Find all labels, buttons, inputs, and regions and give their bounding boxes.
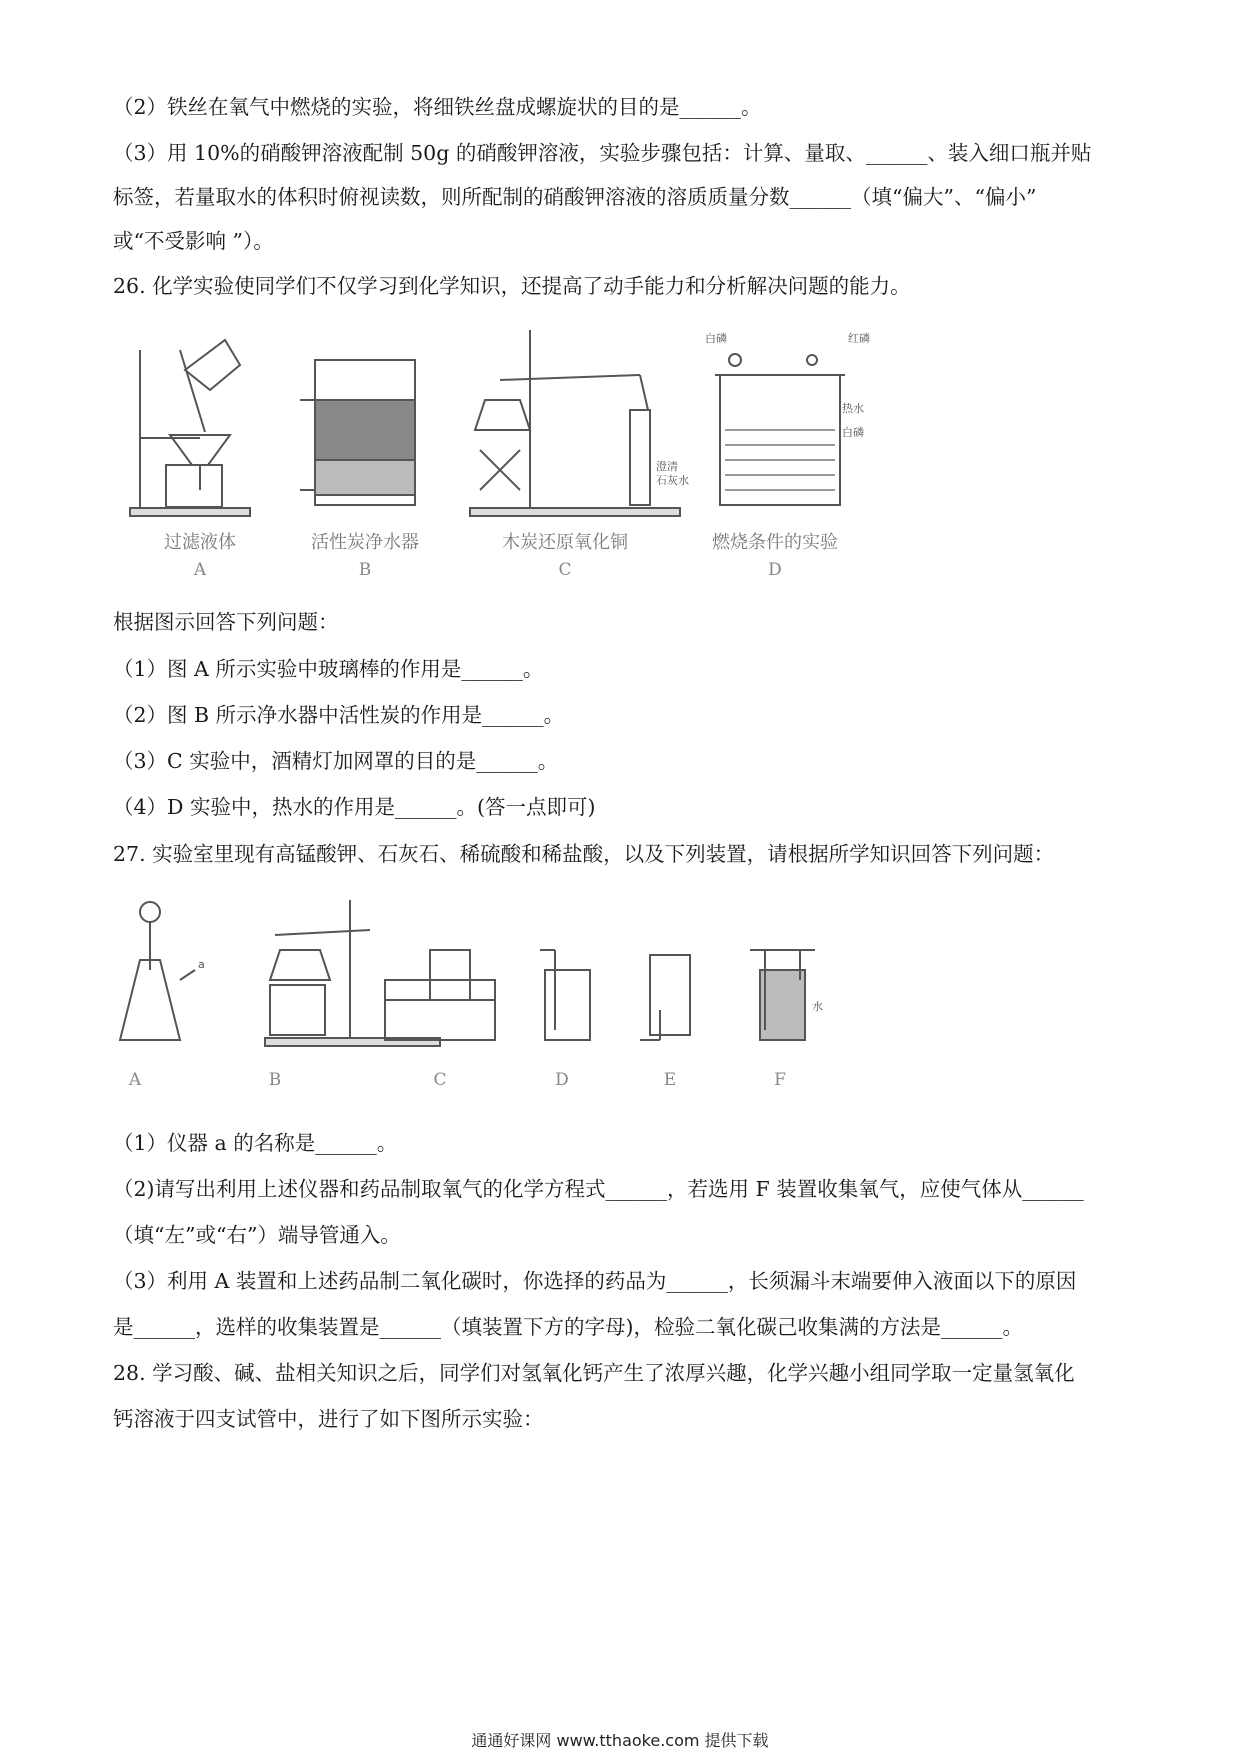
q26-question-3: （3）C 实验中，酒精灯加网罩的目的是______。 (113, 749, 559, 773)
q26-question-2: （2）图 B 所示净水器中活性炭的作用是______。 (113, 703, 565, 727)
page-footer: 通通好课网 www.tthaoke.com 提供下载 (471, 1731, 769, 1750)
filtration-apparatus (130, 340, 250, 516)
label-hot-water: 热水 (842, 402, 864, 415)
q26-question-1: （1）图 A 所示实验中玻璃棒的作用是______。 (113, 657, 544, 681)
q25-part3-line2: 标签，若量取水的体积时俯视读数，则所配制的硝酸钾溶液的溶质质量分数______（填“偏大”、“偏小” (113, 185, 1037, 209)
q27-question-1: （1）仪器 a 的名称是______。 (113, 1131, 398, 1155)
label-red-phosphorus: 红磷 (848, 332, 870, 345)
combustion-conditions-apparatus (715, 354, 845, 505)
caption-d: 燃烧条件的实验 (712, 532, 838, 553)
q28-line1: 28. 学习酸、碱、盐相关知识之后，同学们对氢氧化钙产生了浓厚兴趣，化学兴趣小组同学取一定量氢氧化 (113, 1361, 1075, 1385)
letter-d: D (555, 1070, 569, 1090)
letter-c: C (558, 560, 572, 580)
label-instrument-a: a (198, 958, 205, 971)
apparatus-b-heating (265, 900, 440, 1046)
apparatus-a-flask (120, 902, 195, 1040)
q26-lead: 根据图示回答下列问题： (113, 610, 339, 634)
letter-d: D (768, 560, 782, 580)
label-white-phosphorus-2: 白磷 (842, 426, 864, 439)
label-limewater: 石灰水 (656, 474, 689, 487)
q27-question-3-line1: （3）利用 A 装置和上述药品制二氧化碳时，你选择的药品为______，长须漏斗末端要伸入液面以下的原因 (113, 1269, 1077, 1293)
q25-part3-line3: 或“不受影响 ”）。 (113, 229, 274, 253)
letter-f: F (774, 1070, 786, 1090)
q27-question-2-line2: （填“左”或“右”）端导管通入。 (113, 1223, 401, 1247)
letter-c: C (433, 1070, 447, 1090)
q25-part2: （2）铁丝在氧气中燃烧的实验，将细铁丝盘成螺旋状的目的是______。 (113, 95, 762, 119)
q25-part3-line1: （3）用 10%的硝酸钾溶液配制 50g 的硝酸钾溶液，实验步骤包括：计算、量取、______、装入细口瓶并贴 (113, 141, 1092, 165)
label-water: 水 (812, 1000, 823, 1013)
letter-a: A (193, 560, 207, 580)
caption-c: 木炭还原氧化铜 (502, 532, 628, 553)
label-clear-limewater: 澄清 (656, 460, 678, 473)
q26-question-4: （4）D 实验中，热水的作用是______。(答一点即可) (113, 795, 596, 819)
caption-a: 过滤液体 (164, 532, 236, 553)
q27-question-2-line1: （2)请写出利用上述仪器和药品制取氧气的化学方程式______，若选用 F 装置收集氧气，应使气体从______ (113, 1177, 1084, 1201)
q26-stem: 26. 化学实验使同学们不仅学习到化学知识，还提高了动手能力和分析解决问题的能力。 (113, 274, 911, 298)
q26-figure (100, 320, 980, 590)
letter-a: A (128, 1070, 142, 1090)
charcoal-reduction-apparatus (470, 330, 680, 516)
apparatus-d-bottle (540, 950, 590, 1040)
q27-question-3-line2: 是______，选样的收集装置是______（填装置下方的字母)，检验二氧化碳己收集满的方法是______。 (113, 1315, 1023, 1339)
letter-e: E (663, 1070, 677, 1090)
apparatus-e-bottle (640, 955, 690, 1040)
label-white-phosphorus: 白磷 (705, 332, 727, 345)
letter-b: B (358, 560, 372, 580)
apparatus-f-water-bottle (750, 950, 815, 1040)
letter-b: B (268, 1070, 282, 1090)
q27-apparatus-drawings (100, 890, 980, 1060)
q26-apparatus-drawings (100, 320, 980, 520)
q27-stem: 27. 实验室里现有高锰酸钾、石灰石、稀硫酸和稀盐酸，以及下列装置，请根据所学知识回答下列问题： (113, 842, 1055, 866)
caption-b: 活性炭净水器 (311, 532, 419, 553)
q28-line2: 钙溶液于四支试管中，进行了如下图所示实验： (113, 1407, 544, 1431)
carbon-purifier (300, 360, 415, 505)
apparatus-c-water-trough (385, 950, 495, 1040)
q27-figure (100, 890, 980, 1105)
